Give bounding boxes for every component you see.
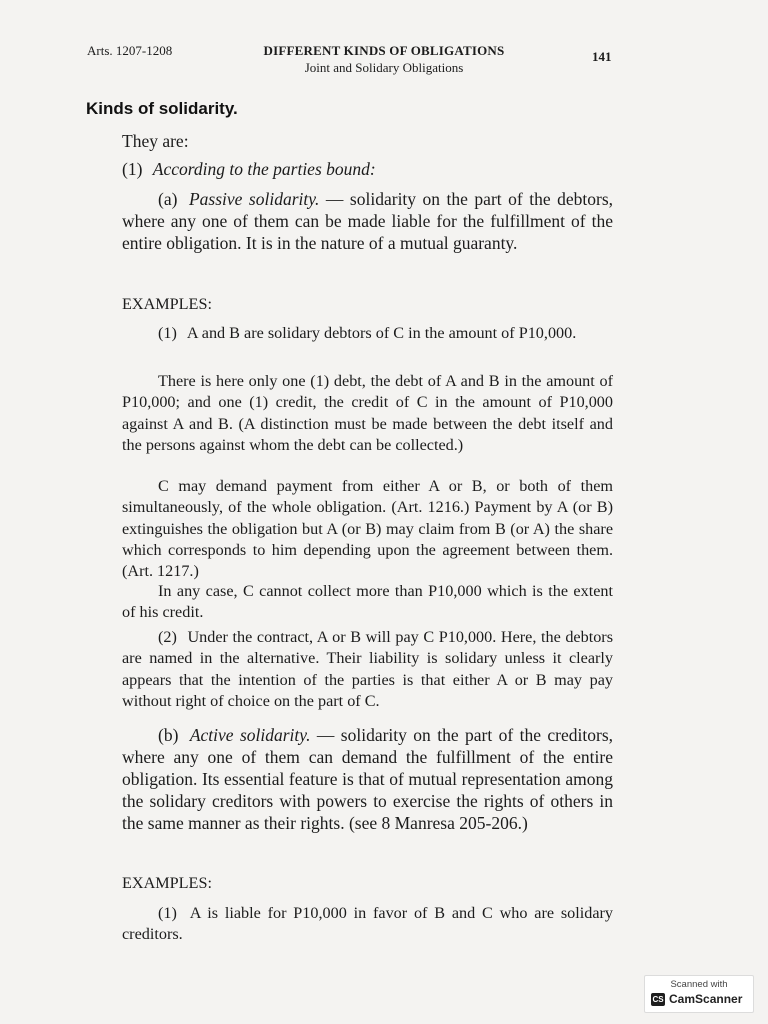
passive-term: Passive solidarity. <box>188 189 320 209</box>
debt-paragraph: There is here only one (1) debt, the debt of A and B in the amount of P10,000; and one (1) credit, the credit of C in the amount of P10,000 against A and B. (A distinction must be made between the debt itself and the persons against whom the debt can be collected.) <box>122 372 613 454</box>
passive-definition: — solidarity on the part of the debtors, where any one of them can be made liable for the fulfillment of the entire obligation. It is in the nature of a mutual guaranty. <box>122 189 614 253</box>
passive-marker: (a) <box>158 189 178 209</box>
examples-heading-1: EXAMPLES: <box>122 295 212 313</box>
item-1-label: According to the parties bound: <box>152 159 376 179</box>
active-marker: (b) <box>158 725 179 745</box>
example-1-number: (1) <box>158 324 177 342</box>
item-1-heading <box>122 158 613 180</box>
active-definition: — solidarity on the part of the creditors, where any one of them can demand the fulfillment of the entire obligation. Its essential feature is that of mutual representation among the solidary creditors with powers to exercise the rights of others in the same manner as their rights. (see 8 Manresa 205-206.) <box>122 725 613 833</box>
badge-app-name: CamScanner <box>669 992 743 1006</box>
demand-paragraph: C may demand payment from either A or B, or both of them simultaneously, of the whole obligation. (Art. 1216.) Payment by A (or B) extinguishes the obligation but A (or B) may claim from B (or A) the share which corresponds to him depending upon the agreement between them. (Art. 1217.) <box>122 477 613 581</box>
passive-solidarity-paragraph <box>122 188 613 254</box>
header-subtitle: Joint and Solidary Obligations <box>304 60 464 75</box>
active-term: Active solidarity. <box>189 725 311 745</box>
badge-scanned-with: Scanned with <box>670 979 728 990</box>
example-3-number: (1) <box>158 904 177 922</box>
example-2-paragraph <box>122 627 613 712</box>
they-are-line: They are: <box>122 131 189 151</box>
header-chapter-title: DIFFERENT KINDS OF OBLIGATIONS <box>263 43 505 58</box>
active-solidarity-paragraph <box>122 724 613 834</box>
example-1-text: A and B are solidary debtors of C in the amount of P10,000. <box>186 324 577 342</box>
examples-heading-2: EXAMPLES: <box>122 874 212 892</box>
example-2-number: (2) <box>158 628 177 646</box>
example-2-text: Under the contract, A or B will pay C P10,000. Here, the debtors are named in the alternative. Their liability is solidary unless it clearly appears that the intention of the parties is that either A or B may pay without right of choice on the part of C. <box>122 628 613 710</box>
example-3-paragraph <box>122 903 613 946</box>
section-title: Kinds of solidarity. <box>86 99 238 118</box>
camscanner-logo-icon: CS <box>652 995 664 1004</box>
camscanner-watermark <box>644 975 754 1013</box>
header-articles: Arts. 1207-1208 <box>87 43 173 58</box>
example-3-text: A is liable for P10,000 in favor of B and C who are solidary creditors. <box>122 904 614 944</box>
item-1-number: (1) <box>122 159 143 179</box>
any-case-paragraph: In any case, C cannot collect more than P10,000 which is the extent of his credit. <box>122 582 613 622</box>
page-number: 141 <box>592 49 612 64</box>
example-1-paragraph <box>122 323 613 344</box>
